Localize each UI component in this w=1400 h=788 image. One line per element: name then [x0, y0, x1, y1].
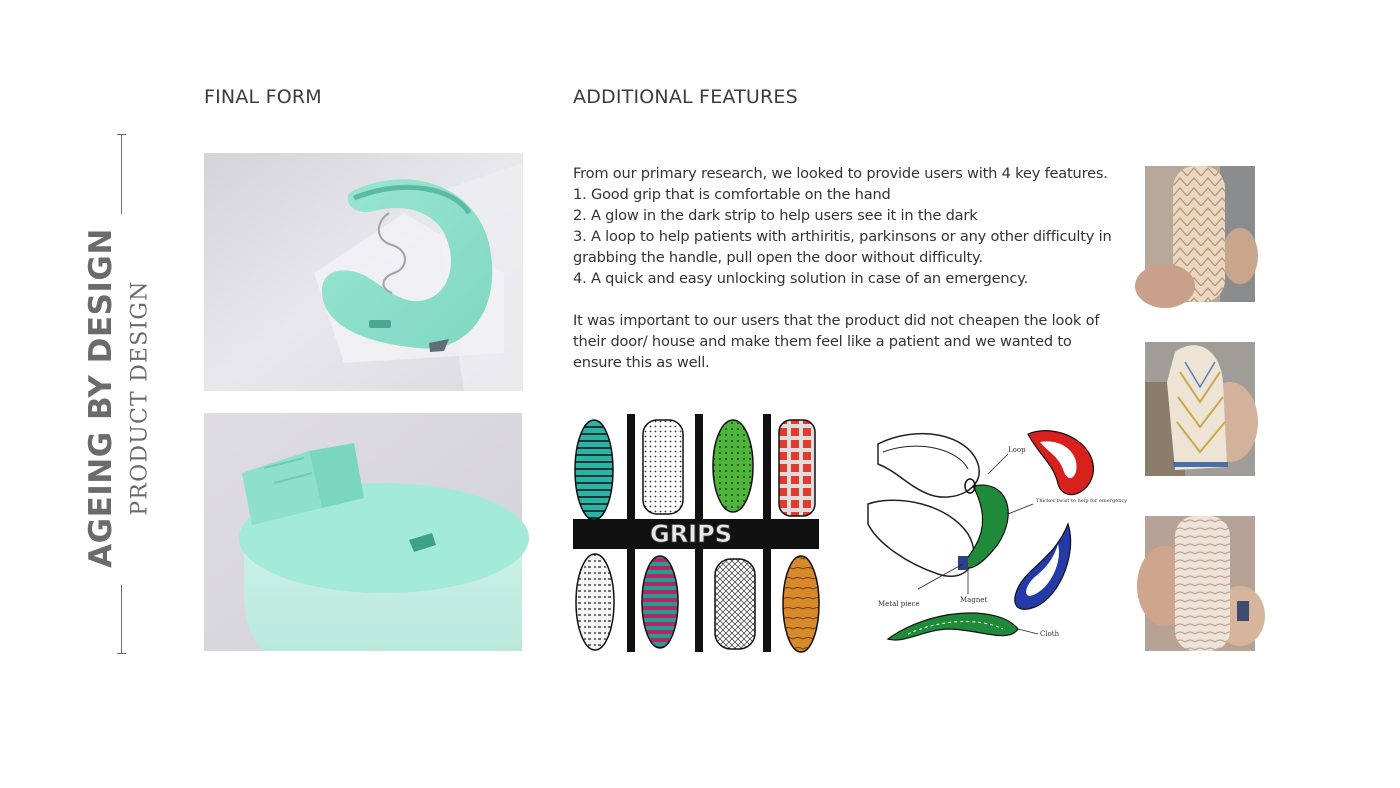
- foam-model-photo-bottom: [204, 413, 522, 651]
- thicker-twist-label: Thicker twist to help for emergency: [1036, 498, 1128, 504]
- side-rule-top: [121, 134, 122, 214]
- side-title: AGEING BY DESIGN: [83, 228, 119, 568]
- prototype-photo-1: [1145, 166, 1255, 302]
- grips-sketch: [573, 414, 819, 652]
- loop-label: Loop: [1008, 446, 1026, 454]
- prototype-photo-2: [1145, 342, 1255, 476]
- feature-item-2: 2. A glow in the dark strip to help users see it in the dark: [573, 207, 978, 224]
- side-tick-top: [117, 134, 126, 135]
- loop-concept-sketch: [858, 424, 1128, 652]
- side-rule-bottom: [121, 585, 122, 654]
- side-subtitle: PRODUCT DESIGN: [127, 280, 153, 516]
- features-intro: From our primary research, we looked to provide users with 4 key features.: [573, 165, 1108, 182]
- foam-model-photo-top: [204, 153, 523, 391]
- feature-item-1: 1. Good grip that is comfortable on the hand: [573, 186, 891, 203]
- side-tick-bottom: [117, 653, 126, 654]
- prototype-photo-3: [1145, 516, 1255, 651]
- features-description: [573, 163, 1118, 373]
- grips-label: GRIPS: [650, 520, 732, 548]
- features-closing: It was important to our users that the product did not cheapen the look of their door/ house and make them feel like a patient and we wanted to ensure this as well.: [573, 312, 1100, 371]
- additional-features-heading: ADDITIONAL FEATURES: [573, 86, 798, 108]
- feature-item-4: 4. A quick and easy unlocking solution in case of an emergency.: [573, 270, 1029, 287]
- feature-item-3: 3. A loop to help patients with arthiritis, parkinsons or any other difficulty in grabbing the handle, pull open the door without difficulty.: [573, 228, 1112, 266]
- metal-piece-label: Metal piece: [878, 600, 920, 608]
- cloth-label: Cloth: [1040, 630, 1060, 638]
- magnet-label: Magnet: [960, 596, 988, 604]
- final-form-heading: FINAL FORM: [204, 86, 322, 108]
